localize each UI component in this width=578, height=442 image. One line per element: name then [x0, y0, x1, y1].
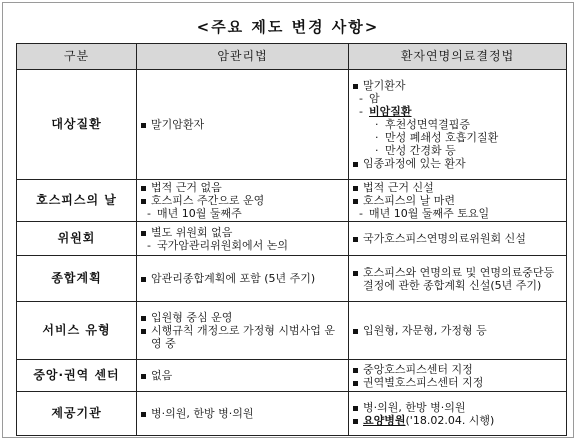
table-row: [17, 222, 567, 256]
cell-line: [353, 92, 562, 105]
cell-line: [141, 311, 344, 324]
cell-line-content: [363, 79, 406, 92]
table-row: [17, 392, 567, 436]
cell-text: 요양병원: [363, 413, 406, 427]
cell-line: [353, 194, 562, 207]
cell-line: [353, 401, 562, 414]
dash-bullet: -: [147, 238, 151, 252]
row-category: 위원회: [17, 222, 137, 256]
life-sustaining-act-cell: [349, 256, 567, 302]
cell-line: [353, 131, 562, 144]
document-frame: [2, 2, 574, 438]
cell-text: 매년 10월 둘째주 토요일: [369, 207, 490, 220]
cell-line: [353, 324, 562, 337]
cell-line: [353, 414, 562, 427]
cell-line: [141, 207, 344, 220]
cell-line-content: [151, 181, 222, 194]
cell-line-content: [363, 157, 466, 170]
cell-line-content: [363, 376, 483, 389]
cell-line-content: [363, 266, 562, 292]
cell-line-content: [157, 207, 242, 220]
cell-text: 암관리종합계획에 포함 (5년 주기): [151, 272, 316, 285]
cell-text: 없음: [151, 369, 173, 382]
row-category: 대상질환: [17, 70, 137, 180]
cell-line-content: [151, 324, 344, 350]
cell-line-content: [363, 414, 494, 427]
cell-line: [353, 232, 562, 245]
cell-line: [141, 407, 344, 420]
cancer-act-cell: [137, 222, 349, 256]
cell-line-content: [157, 239, 288, 252]
square-bullet-icon: [353, 324, 363, 337]
square-bullet-icon: [353, 363, 363, 376]
square-bullet-icon: [353, 266, 363, 279]
cell-line-content: [385, 144, 456, 157]
cell-text: 국가호스피스연명의료위원회 신설: [363, 232, 526, 245]
dot-bullet: ·: [375, 131, 379, 144]
cell-line: [141, 226, 344, 239]
cell-line-content: [369, 105, 412, 118]
page-title: <주요 제도 변경 사항>: [196, 18, 380, 36]
square-bullet-icon: [141, 226, 151, 239]
table-row: [17, 70, 567, 180]
cell-text: 호스피스와 연명의료 및 연명의료중단등결정에 관한 종합계획 신설(5년 주기): [363, 265, 555, 292]
cell-text: 매년 10월 둘째주: [157, 207, 242, 220]
cell-line: [353, 376, 562, 389]
row-category: 종합계획: [17, 256, 137, 302]
square-bullet-icon: [141, 324, 151, 337]
cell-text: 법적 근거 없음: [151, 181, 222, 194]
life-sustaining-act-cell: [349, 222, 567, 256]
cancer-act-cell: [137, 302, 349, 360]
cell-line-content: [369, 92, 380, 105]
cell-text: 권역별호스피스센터 지정: [363, 375, 484, 389]
square-bullet-icon: [141, 118, 151, 131]
cell-text: 호스피스의 날 마련: [363, 194, 456, 207]
cell-line: [141, 181, 344, 194]
square-bullet-icon: [353, 401, 363, 414]
life-sustaining-act-cell: [349, 70, 567, 180]
cell-line-content: [151, 194, 264, 207]
cell-line-content: [363, 181, 434, 194]
cell-text: 입원형, 자문형, 가정형 등: [363, 324, 487, 337]
cell-text: 시행규칙 개정으로 가정형 시범사업 운영 중: [151, 324, 336, 350]
cell-line-content: [363, 232, 526, 245]
cell-line-content: [363, 324, 487, 337]
cancer-act-cell: [137, 392, 349, 436]
cell-line: [141, 324, 344, 350]
cell-line: [141, 118, 344, 131]
cell-text-suffix: ('18.02.04. 시행): [405, 413, 495, 427]
table-header-row: [17, 44, 567, 70]
cell-line: [353, 266, 562, 292]
cell-text: 병·의원, 한방 병·의원: [363, 400, 466, 414]
life-sustaining-act-cell: [349, 180, 567, 222]
square-bullet-icon: [141, 407, 151, 420]
cell-line: [353, 144, 562, 157]
square-bullet-icon: [353, 232, 363, 245]
cell-line: [141, 272, 344, 285]
cell-text: 비암질환: [369, 105, 412, 118]
dash-bullet: -: [147, 207, 151, 220]
cell-text: 말기암환자: [151, 118, 205, 131]
cell-line: [353, 157, 562, 170]
square-bullet-icon: [141, 194, 151, 207]
life-sustaining-act-cell: [349, 392, 567, 436]
cell-text: 호스피스 주간으로 운영: [151, 194, 265, 207]
cell-line-content: [151, 407, 254, 420]
square-bullet-icon: [353, 79, 363, 92]
cell-line-content: [385, 131, 498, 144]
cell-line-content: [369, 207, 489, 220]
cell-text: 만성 간경화 등: [385, 144, 456, 157]
cell-text: 말기환자: [363, 79, 406, 92]
cancer-act-cell: [137, 180, 349, 222]
cell-text: 입원형 중심 운영: [151, 311, 233, 324]
cell-line: [141, 369, 344, 382]
square-bullet-icon: [141, 181, 151, 194]
cell-text: 후천성면역결핍증: [385, 118, 471, 131]
square-bullet-icon: [141, 311, 151, 324]
cell-text: 병·의원, 한방 병·의원: [151, 407, 254, 420]
header-life-sustaining-act: 환자연명의료결정법: [349, 44, 567, 70]
row-category: 호스피스의 날: [17, 180, 137, 222]
table-row: [17, 302, 567, 360]
row-category: 서비스 유형: [17, 302, 137, 360]
life-sustaining-act-cell: [349, 302, 567, 360]
cell-text: 법적 근거 신설: [363, 181, 434, 194]
cancer-act-cell: [137, 70, 349, 180]
cell-line-content: [151, 272, 315, 285]
cell-line-content: [385, 118, 470, 131]
policy-change-table: [16, 43, 567, 436]
cell-line-content: [151, 118, 204, 131]
cancer-act-cell: [137, 256, 349, 302]
life-sustaining-act-cell: [349, 360, 567, 392]
cell-line: [353, 79, 562, 92]
cell-line: [353, 363, 562, 376]
cell-line: [141, 239, 344, 252]
dot-bullet: ·: [375, 118, 379, 131]
cell-line-content: [363, 363, 473, 376]
square-bullet-icon: [353, 181, 363, 194]
cell-line-content: [151, 311, 232, 324]
square-bullet-icon: [353, 414, 363, 427]
cell-text: 중앙호스피스센터 지정: [363, 362, 473, 376]
dash-bullet: -: [359, 92, 363, 105]
cell-text: 국가암관리위원회에서 논의: [157, 238, 289, 252]
cell-line: [353, 181, 562, 194]
cell-line: [141, 194, 344, 207]
square-bullet-icon: [353, 376, 363, 389]
square-bullet-icon: [141, 272, 151, 285]
cell-line: [353, 207, 562, 220]
header-category: 구분: [17, 44, 137, 70]
cell-line-content: [363, 401, 466, 414]
cell-line: [353, 105, 562, 118]
cell-line-content: [151, 226, 232, 239]
cell-line-content: [151, 369, 172, 382]
cancer-act-cell: [137, 360, 349, 392]
table-row: [17, 256, 567, 302]
cell-line-content: [363, 194, 455, 207]
cell-line: [353, 118, 562, 131]
cell-text: 만성 폐쇄성 호흡기질환: [385, 131, 499, 144]
cell-text: 임종과정에 있는 환자: [363, 157, 466, 170]
cell-text: 별도 위원회 없음: [151, 225, 233, 239]
square-bullet-icon: [353, 157, 363, 170]
table-row: [17, 180, 567, 222]
row-category: 중앙·권역 센터: [17, 360, 137, 392]
table-row: [17, 360, 567, 392]
cell-text: 암: [369, 92, 380, 105]
header-cancer-act: 암관리법: [137, 44, 349, 70]
square-bullet-icon: [353, 194, 363, 207]
square-bullet-icon: [141, 369, 151, 382]
dash-bullet: -: [359, 105, 363, 118]
dot-bullet: ·: [375, 144, 379, 157]
row-category: 제공기관: [17, 392, 137, 436]
dash-bullet: -: [359, 207, 363, 220]
